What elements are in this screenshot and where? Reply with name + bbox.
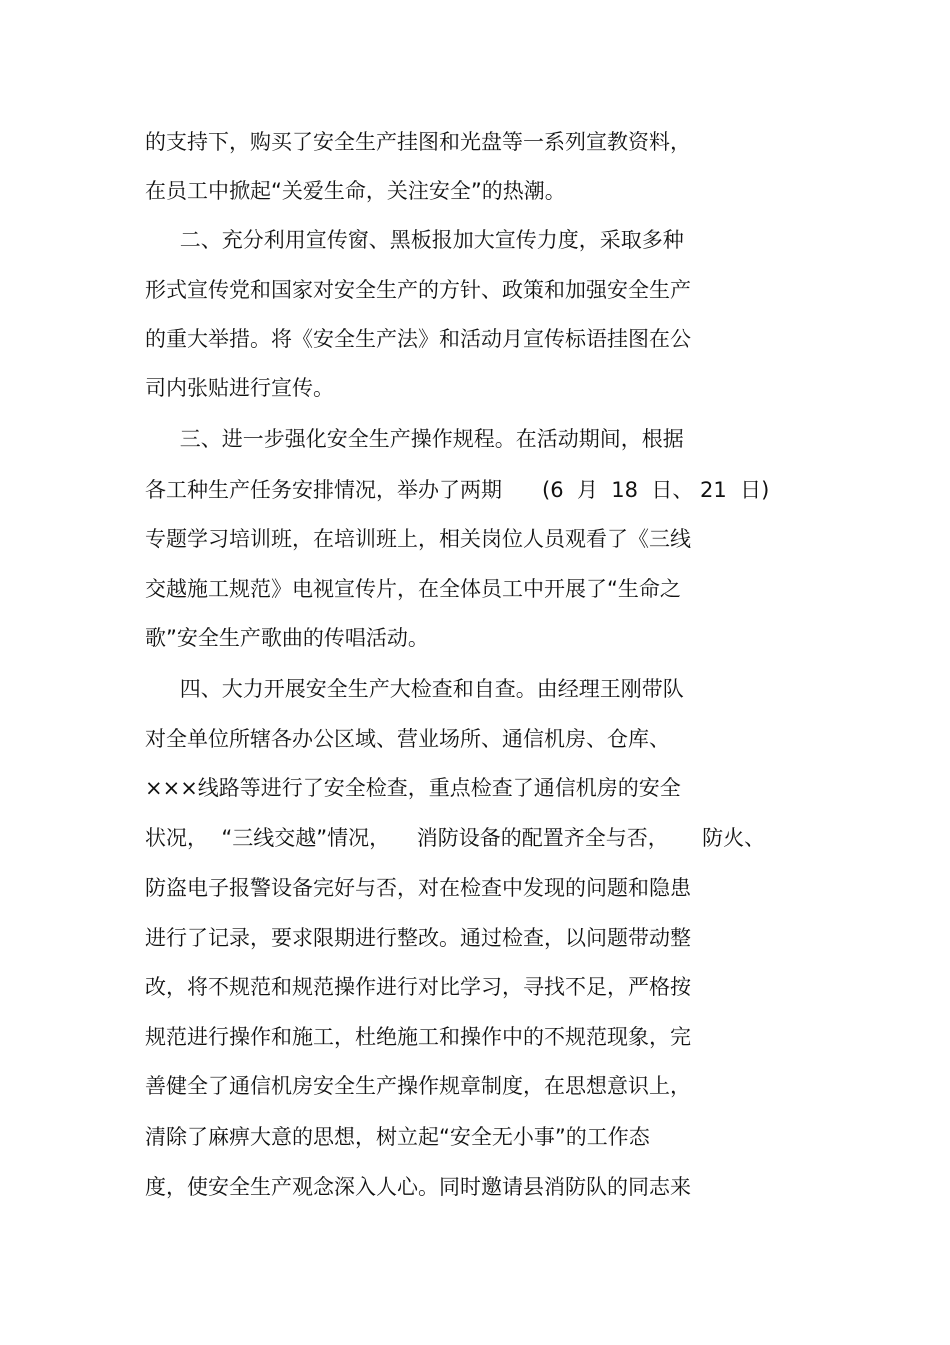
- text-line-5: 的重大举措。将《安全生产法》和活动月宣传标语挂图在公: [145, 327, 691, 351]
- text-line-17: 进行了记录，要求限期进行整改。通过检查，以问题带动整: [145, 926, 691, 950]
- text-line-1: 的支持下，购买了安全生产挂图和光盘等一系列宣教资料，: [145, 130, 691, 154]
- paragraph-3-line-1: 三、进一步强化安全生产操作规程。在活动期间，根据: [153, 427, 684, 451]
- text-line-10: 交越施工规范》电视宣传片，在全体员工中开展了“生命之: [145, 577, 681, 601]
- paragraph-4-line-1: 四、大力开展安全生产大检查和自查。由经理王刚带队: [153, 677, 684, 701]
- text-line-15: 状况， “三线交越”情况， 消防设备的配置齐全与否， 防火、: [145, 826, 766, 850]
- text-line-19: 规范进行操作和施工，杜绝施工和操作中的不规范现象，完: [145, 1025, 691, 1049]
- paragraph-2-line-1: 二、充分利用宣传窗、黑板报加大宣传力度，采取多种: [153, 228, 684, 252]
- text-line-18: 改，将不规范和规范操作进行对比学习，寻找不足，严格按: [145, 975, 691, 999]
- text-line-6: 司内张贴进行宣传。: [145, 376, 334, 400]
- text-line-13: 对全单位所辖各办公区域、营业场所、通信机房、仓库、: [145, 727, 670, 751]
- text-line-4: 形式宣传党和国家对安全生产的方针、政策和加强安全生产: [145, 278, 691, 302]
- text-line-21: 清除了麻痹大意的思想，树立起“安全无小事”的工作态: [145, 1125, 650, 1149]
- text-line-20: 善健全了通信机房安全生产操作规章制度，在思想意识上，: [145, 1074, 691, 1098]
- text-line-16: 防盗电子报警设备完好与否，对在检查中发现的问题和隐患: [145, 876, 691, 900]
- text-line-2: 在员工中掀起“关爱生命，关注安全”的热潮。: [145, 179, 566, 203]
- text-line-11: 歌”安全生产歌曲的传唱活动。: [145, 626, 429, 650]
- text-line-8: 各工种生产任务安排情况，举办了两期 (6 月 18 日、 21 日): [145, 478, 770, 502]
- text-line-14: ×××线路等进行了安全检查，重点检查了通信机房的安全: [145, 776, 681, 800]
- text-line-22: 度，使安全生产观念深入人心。同时邀请县消防队的同志来: [145, 1175, 691, 1199]
- text-line-9: 专题学习培训班，在培训班上，相关岗位人员观看了《三线: [145, 527, 691, 551]
